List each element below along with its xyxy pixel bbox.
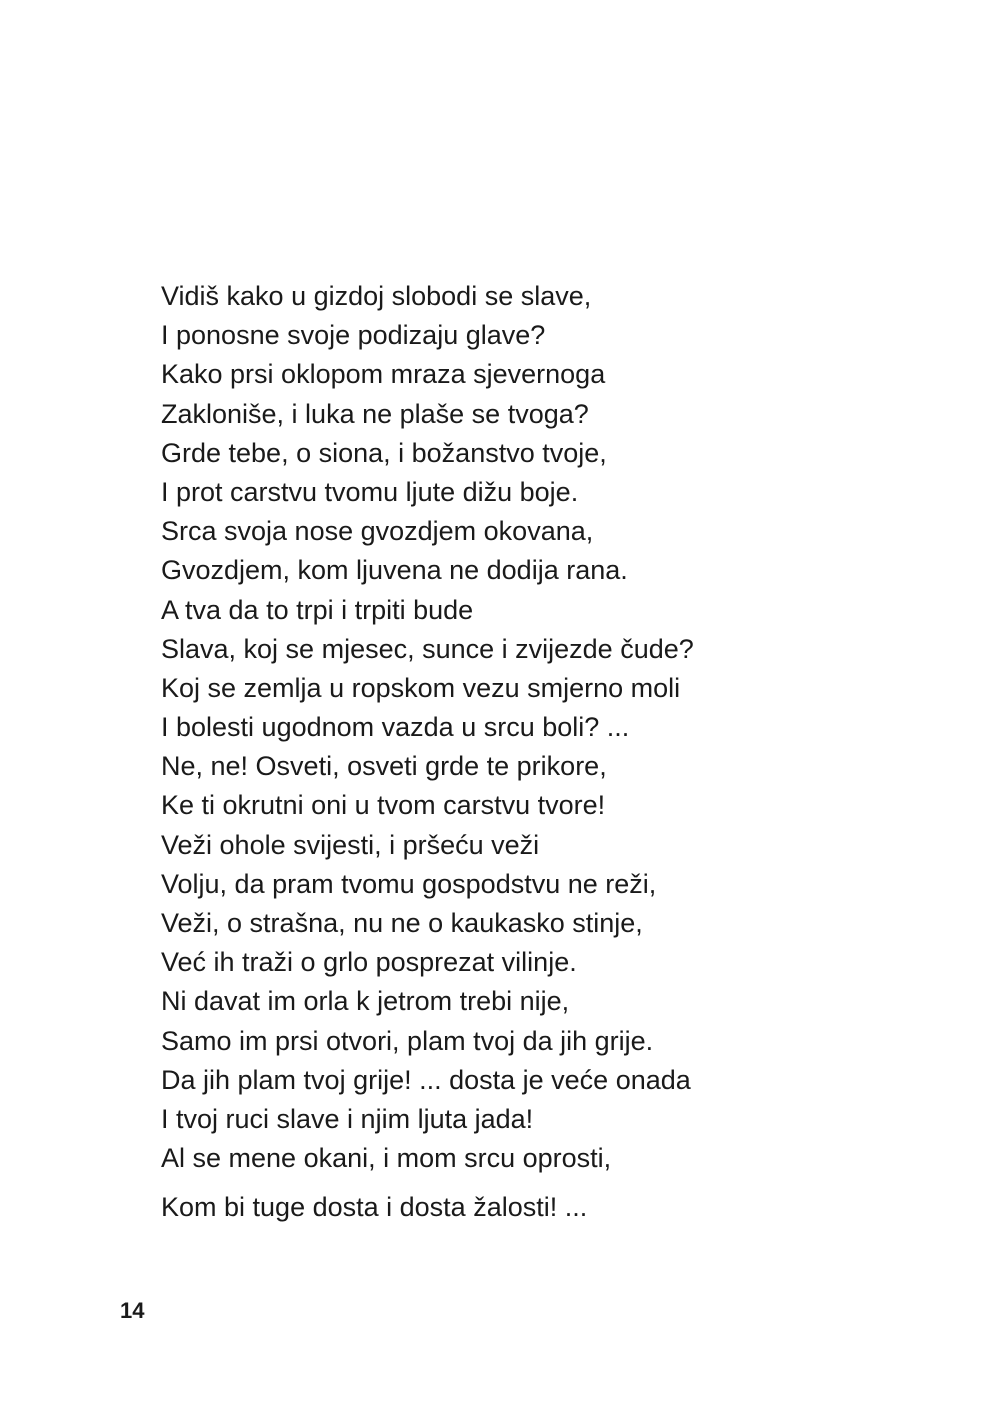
poem-line-5: Grde tebe, o siona, i božanstvo tvoje, (161, 437, 607, 468)
poem-line-7: Srca svoja nose gvozdjem okovana, (161, 516, 594, 547)
poem-line-11: Koj se zemlja u ropskom vezu smjerno moli (161, 672, 681, 703)
page-number: 14 (120, 1298, 145, 1323)
poem-line-3: Kako prsi oklopom mraza sjevernoga (161, 359, 606, 390)
poem-line-8: Gvozdjem, kom ljuvena ne dodija rana. (161, 555, 628, 586)
poem-line-14: Ke ti okrutni oni u tvom carstvu tvore! (161, 790, 606, 821)
poem-line-20: Samo im prsi otvori, plam tvoj da jih grije. (161, 1025, 654, 1056)
poem-line-15: Veži ohole svijesti, i pršeću veži (161, 829, 540, 860)
poem-line-19: Ni davat im orla k jetrom trebi nije, (161, 986, 570, 1017)
poem-stanza (161, 277, 941, 1228)
poem-line-17: Veži, o strašna, nu ne o kaukasko stinje, (161, 908, 643, 938)
poem-line-6: I prot carstvu tvomu ljute dižu boje. (161, 476, 579, 507)
poem-line-18: Već ih traži o grlo posprezat vilinje. (161, 947, 577, 978)
poem-line-10: Slava, koj se mjesec, sunce i zvijezde čude? (161, 633, 694, 664)
poem-line-21: Da jih plam tvoj grije! ... dosta je veće onada (161, 1064, 691, 1095)
poem-line-22: I tvoj ruci slave i njim ljuta jada! (161, 1103, 534, 1134)
poem-line-16: Volju, da pram tvomu gospodstvu ne reži, (161, 868, 657, 899)
poem-line-12: I bolesti ugodnom vazda u srcu boli? ... (161, 712, 630, 743)
poem-line-24: Kom bi tuge dosta i dosta žalosti! ... (161, 1192, 588, 1223)
poem-line-2: I ponosne svoje podizaju glave? (161, 320, 546, 351)
poem-line-23: Al se mene okani, i mom srcu oprosti, (161, 1143, 612, 1174)
poem-line-1: Vidiš kako u gizdoj slobodi se slave, (161, 281, 592, 311)
poem-line-9: A tva da to trpi i trpiti bude (161, 594, 474, 625)
poem-line-13: Ne, ne! Osveti, osveti grde te prikore, (161, 751, 607, 782)
poem-line-4: Zakloniše, i luka ne plaše se tvoga? (161, 398, 589, 429)
